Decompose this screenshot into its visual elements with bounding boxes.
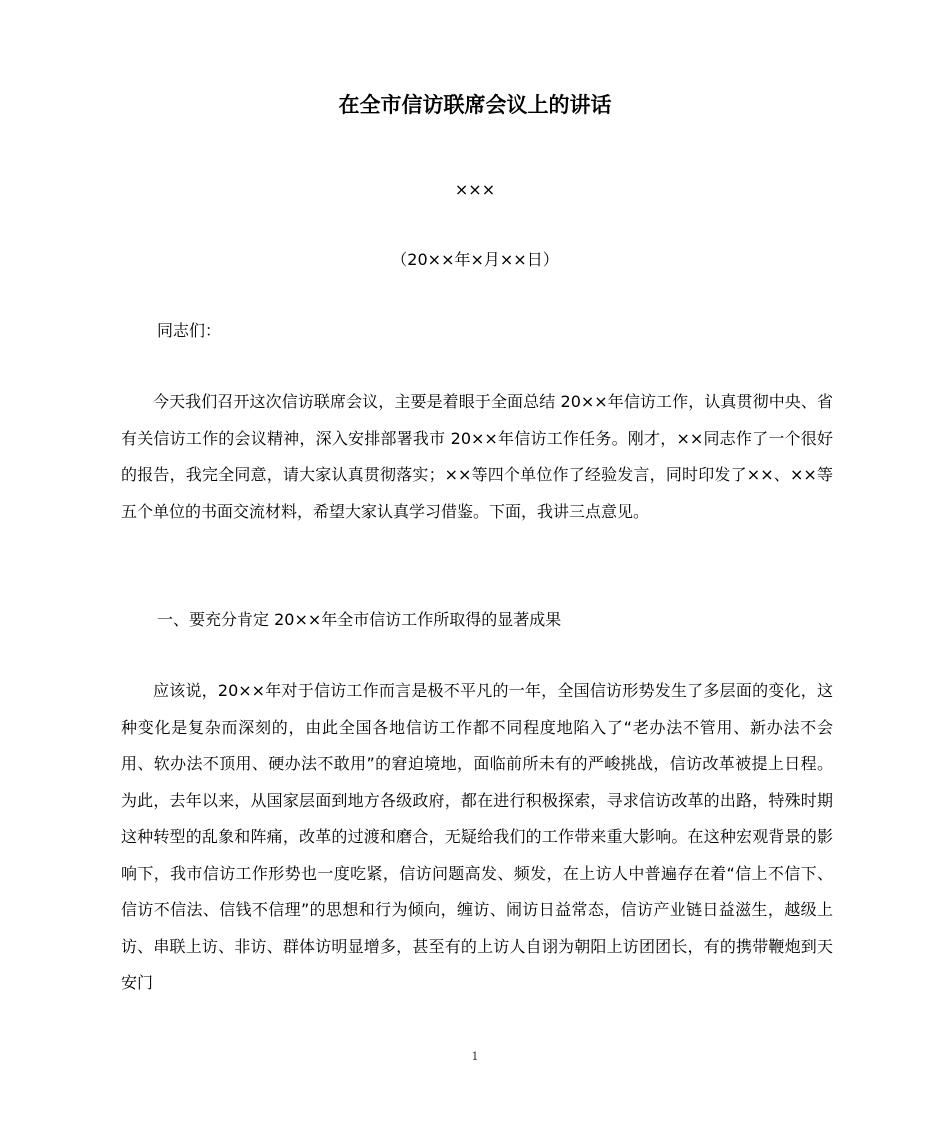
paragraph-section-1: 应该说，20××年对于信访工作而言是极不平凡的一年，全国信访形势发生了多层面的变化，这种变化是复杂而深刻的，由此全国各地信访工作都不同程度地陷入了“老办法不管用、新办法不会用、软办法不顶用、硬办法不敢用”的窘迫境地，面临前所未有的严峻挑战，信访改革被提上日程。为此，去年以来，从国家层面到地方各级政府，都在进行积极探索，寻求信访改革的出路，特殊时期这种转型的乱象和阵痛，改革的过渡和磨合，无疑给我们的工作带来重大影响。在这种宏观背景的影响下，我市信访工作形势也一度吃紧，信访问题高发、频发，在上访人中普遍存在着“信上不信下、信访不信法、信钱不信理”的思想和行为倾向，缠访、闹访日益常态，信访产业链日益滋生，越级上访、串联上访、非访、群体访明显增多，甚至有的上访人自诩为朝阳上访团团长，有的携带鞭炮到天安门 bbox=[121, 681, 833, 992]
document-title: 在全市信访联席会议上的讲话 bbox=[338, 93, 612, 117]
salutation: 同志们： bbox=[157, 321, 222, 340]
speech-date: （20××年×月××日） bbox=[391, 250, 559, 269]
page-number: 1 bbox=[471, 1050, 479, 1063]
author-name: ××× bbox=[454, 180, 496, 199]
section-heading-1: 一、要充分肯定 20××年全市信访工作所取得的显著成果 bbox=[157, 610, 562, 629]
paragraph-intro: 今天我们召开这次信访联席会议，主要是着眼于全面总结 20××年信访工作，认真贯彻中央、省有关信访工作的会议精神，深入安排部署我市 20××年信访工作任务。刚才，××同志作了一个很好的报告，我完全同意，请大家认真贯彻落实；××等四个单位作了经验发言，同时印发了××、××等五个单位的书面交流材料，希望大家认真学习借鉴。下面，我讲三点意见。 bbox=[121, 392, 833, 521]
